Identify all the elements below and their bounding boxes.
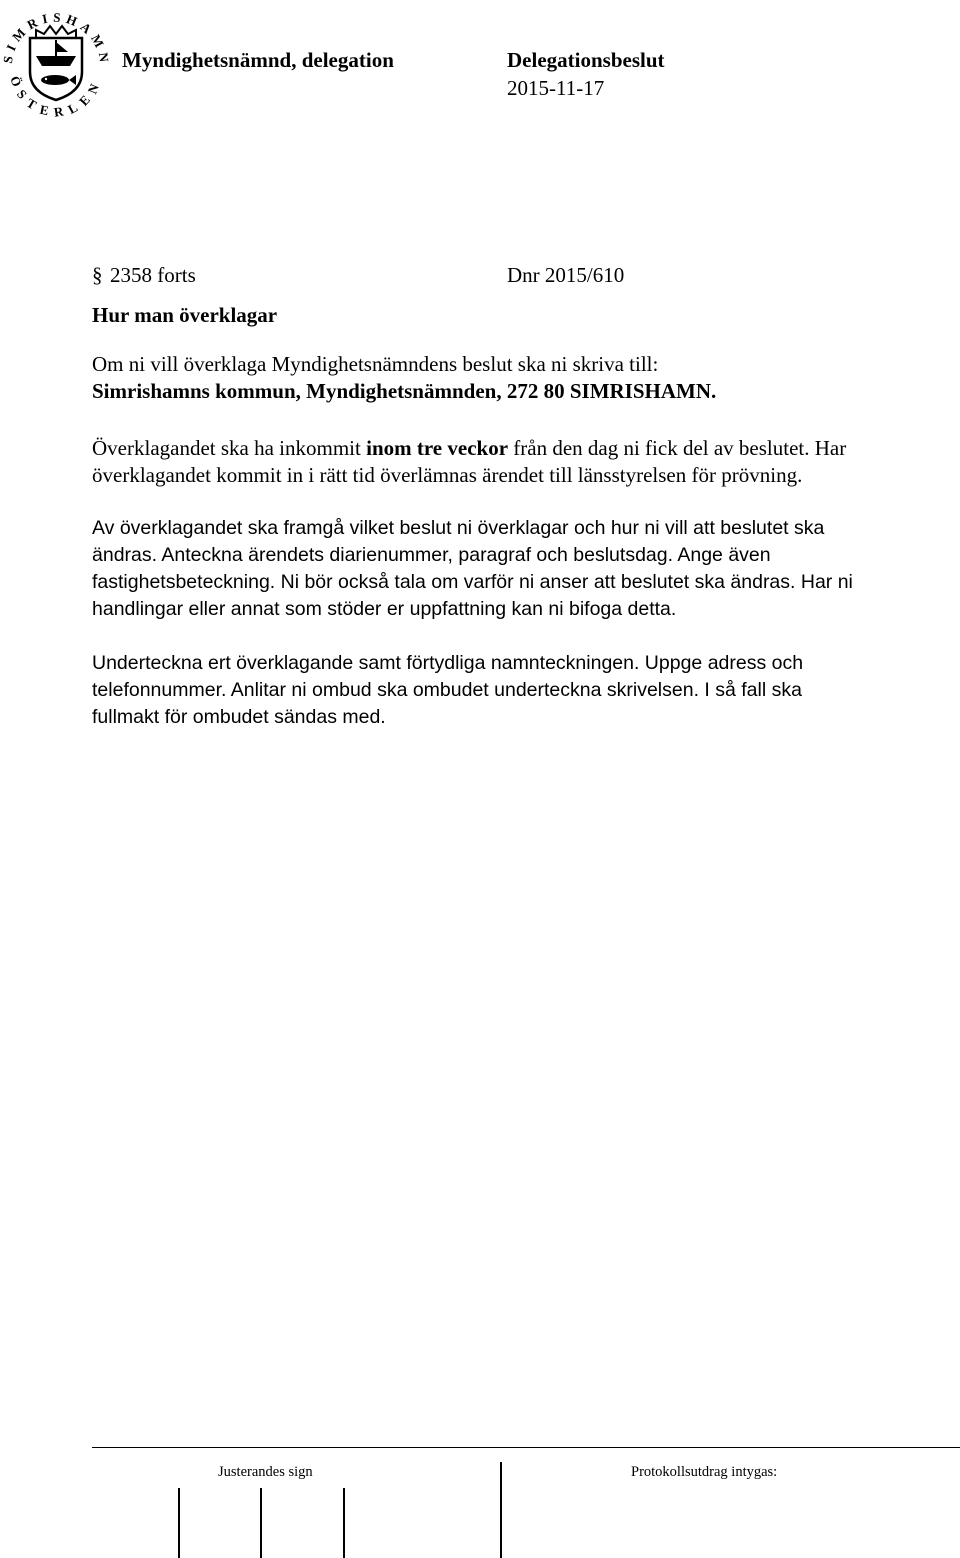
section-heading: Hur man överklagar [92, 303, 278, 327]
extract-certified-label: Protokollsutdrag intygas: [631, 1464, 778, 1480]
signature-box-bar [343, 1488, 345, 1558]
footer-separator [500, 1462, 502, 1558]
body-line: Av överklagandet ska framgå vilket beslut ni överklagar och hur ni vill att beslutet ska [92, 517, 825, 539]
signature-box-bar [178, 1488, 180, 1558]
svg-text:SIMRISHAMN: SIMRISHAMN [0, 9, 112, 68]
body-text: Överklagandet ska ha inkommit [92, 436, 367, 460]
paragraph-reference: 2358 forts [110, 263, 196, 287]
body-line: telefonnummer. Anlitar ni ombud ska ombudet underteckna skrivelsen. I så fall ska [92, 679, 802, 701]
deadline-emphasis: inom tre veckor [366, 436, 509, 460]
svg-text:ÖSTERLEN: ÖSTERLEN [7, 73, 105, 120]
body-line [92, 436, 846, 461]
justify-signature-label: Justerandes sign [218, 1464, 313, 1480]
coat-of-arms-logo [0, 0, 112, 122]
body-line-address: Simrishamns kommun, Myndighetsnämnden, 272 80 SIMRISHAMN. [92, 379, 717, 403]
paragraph-sign: § [92, 263, 103, 287]
body-text: från den dag ni fick del av beslutet. Har [508, 436, 847, 460]
body-line: fullmakt för ombudet sändas med. [92, 706, 386, 728]
document-type: Delegationsbeslut [507, 48, 665, 72]
body-line: handlingar eller annat som stöder er uppfattning kan ni bifoga detta. [92, 598, 677, 620]
organization-name: Myndighetsnämnd, delegation [122, 48, 394, 72]
signature-box-bar [260, 1488, 262, 1558]
footer-divider [92, 1447, 960, 1448]
document-date: 2015-11-17 [507, 76, 605, 100]
body-line: fastighetsbeteckning. Ni bör också tala om varför ni anser att beslutet ska ändras. Har ni [92, 571, 853, 593]
body-line: ändras. Anteckna ärendets diarienummer, paragraf och beslutsdag. Ange även [92, 544, 771, 566]
body-line: Underteckna ert överklagande samt förtydliga namnteckningen. Uppge adress och [92, 652, 804, 674]
body-line: Om ni vill överklaga Myndighetsnämndens beslut ska ni skriva till: [92, 352, 659, 376]
body-line: överklagandet kommit in i rätt tid överlämnas ärendet till länsstyrelsen för prövning. [92, 463, 803, 487]
diary-number: Dnr 2015/610 [507, 263, 625, 287]
